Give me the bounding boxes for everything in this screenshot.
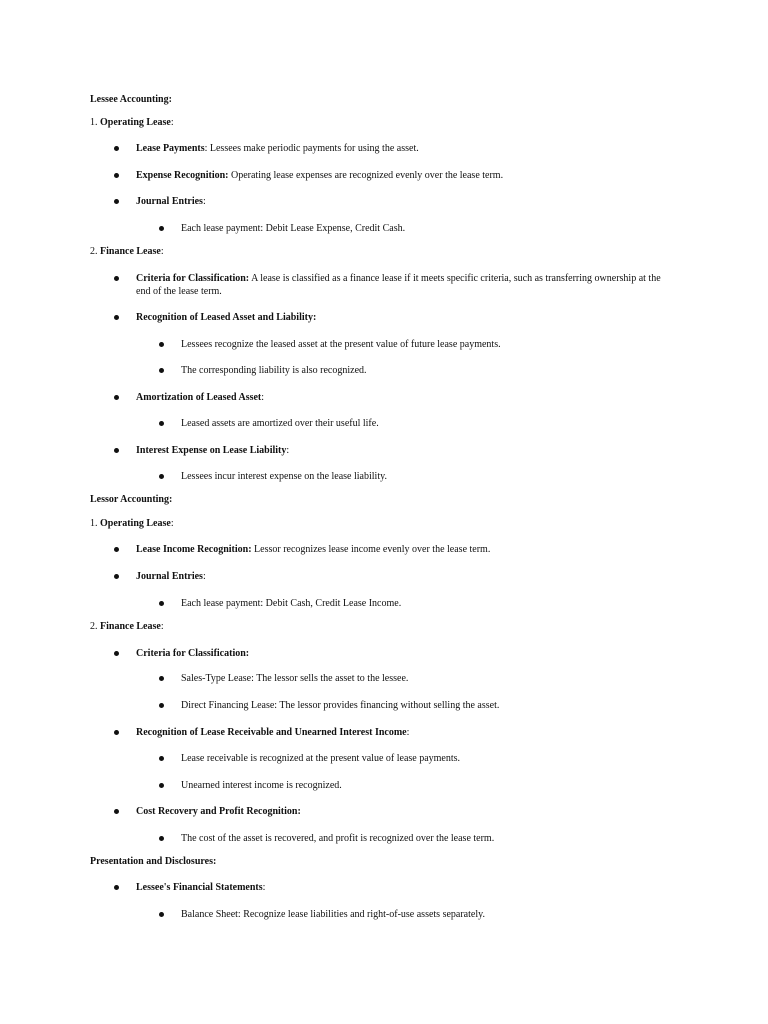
list-item: Journal Entries: bbox=[136, 571, 206, 582]
list-item: Lease Payments: Lessees make periodic payments for using the asset. bbox=[136, 143, 419, 154]
bullet-icon bbox=[159, 756, 164, 761]
presentation-heading: Presentation and Disclosures: bbox=[90, 856, 217, 867]
bullet-icon bbox=[114, 574, 119, 579]
sub-list-item: Lease receivable is recognized at the present value of lease payments. bbox=[181, 753, 461, 764]
bullet-icon bbox=[114, 199, 119, 204]
bullet-icon bbox=[159, 783, 164, 788]
bullet-icon bbox=[114, 885, 119, 890]
list-item: Expense Recognition: Operating lease expenses are recognized evenly over the lease term. bbox=[136, 170, 504, 181]
list-item: Recognition of Lease Receivable and Unearned Interest Income: bbox=[136, 727, 410, 738]
bullet-icon bbox=[114, 448, 119, 453]
sub-list-item: The corresponding liability is also recognized. bbox=[181, 365, 367, 376]
list-item-continuation: end of the lease term. bbox=[136, 286, 222, 297]
sub-list-item: Direct Financing Lease: The lessor provides financing without selling the asset. bbox=[181, 700, 500, 711]
bullet-icon bbox=[114, 395, 119, 400]
bullet-icon bbox=[159, 703, 164, 708]
bullet-icon bbox=[114, 315, 119, 320]
sub-list-item: Lessees incur interest expense on the lease liability. bbox=[181, 471, 387, 482]
list-item: Recognition of Leased Asset and Liability: bbox=[136, 312, 317, 323]
list-item: Criteria for Classification: A lease is classified as a finance lease if it meets specific criteria, such as transferring ownership at the bbox=[136, 273, 661, 284]
lessor-accounting-heading: Lessor Accounting: bbox=[90, 494, 173, 505]
bullet-icon bbox=[114, 730, 119, 735]
list-item: Criteria for Classification: bbox=[136, 648, 250, 659]
bullet-icon bbox=[114, 276, 119, 281]
bullet-icon bbox=[159, 676, 164, 681]
bullet-icon bbox=[159, 836, 164, 841]
bullet-icon bbox=[114, 651, 119, 656]
list-item: Interest Expense on Lease Liability: bbox=[136, 445, 290, 456]
bullet-icon bbox=[114, 547, 119, 552]
bullet-icon bbox=[114, 146, 119, 151]
list-item: Lessee's Financial Statements: bbox=[136, 882, 266, 893]
bullet-icon bbox=[159, 912, 164, 917]
bullet-icon bbox=[159, 368, 164, 373]
bullet-icon bbox=[114, 809, 119, 814]
bullet-icon bbox=[159, 421, 164, 426]
lessee-finance-lease-heading: 2. Finance Lease: bbox=[90, 246, 164, 257]
bullet-icon bbox=[159, 474, 164, 479]
sub-list-item: Balance Sheet: Recognize lease liabilities and right-of-use assets separately. bbox=[181, 909, 485, 920]
list-item: Cost Recovery and Profit Recognition: bbox=[136, 806, 301, 817]
sub-list-item: Unearned interest income is recognized. bbox=[181, 780, 342, 791]
list-item: Journal Entries: bbox=[136, 196, 206, 207]
list-item: Lease Income Recognition: Lessor recognizes lease income evenly over the lease term. bbox=[136, 544, 491, 555]
bullet-icon bbox=[159, 601, 164, 606]
lessor-operating-lease-heading: 1. Operating Lease: bbox=[90, 518, 174, 529]
sub-list-item: Each lease payment: Debit Cash, Credit Lease Income. bbox=[181, 598, 402, 609]
sub-list-item: Sales-Type Lease: The lessor sells the asset to the lessee. bbox=[181, 673, 409, 684]
list-item: Amortization of Leased Asset: bbox=[136, 392, 265, 403]
bullet-icon bbox=[159, 226, 164, 231]
bullet-icon bbox=[159, 342, 164, 347]
sub-list-item: Leased assets are amortized over their useful life. bbox=[181, 418, 379, 429]
lessee-accounting-heading: Lessee Accounting: bbox=[90, 94, 172, 105]
sub-list-item: The cost of the asset is recovered, and profit is recognized over the lease term. bbox=[181, 833, 495, 844]
sub-list-item: Each lease payment: Debit Lease Expense, Credit Cash. bbox=[181, 223, 406, 234]
lessor-finance-lease-heading: 2. Finance Lease: bbox=[90, 621, 164, 632]
lessee-operating-lease-heading: 1. Operating Lease: bbox=[90, 117, 174, 128]
sub-list-item: Lessees recognize the leased asset at the present value of future lease payments. bbox=[181, 339, 501, 350]
bullet-icon bbox=[114, 173, 119, 178]
